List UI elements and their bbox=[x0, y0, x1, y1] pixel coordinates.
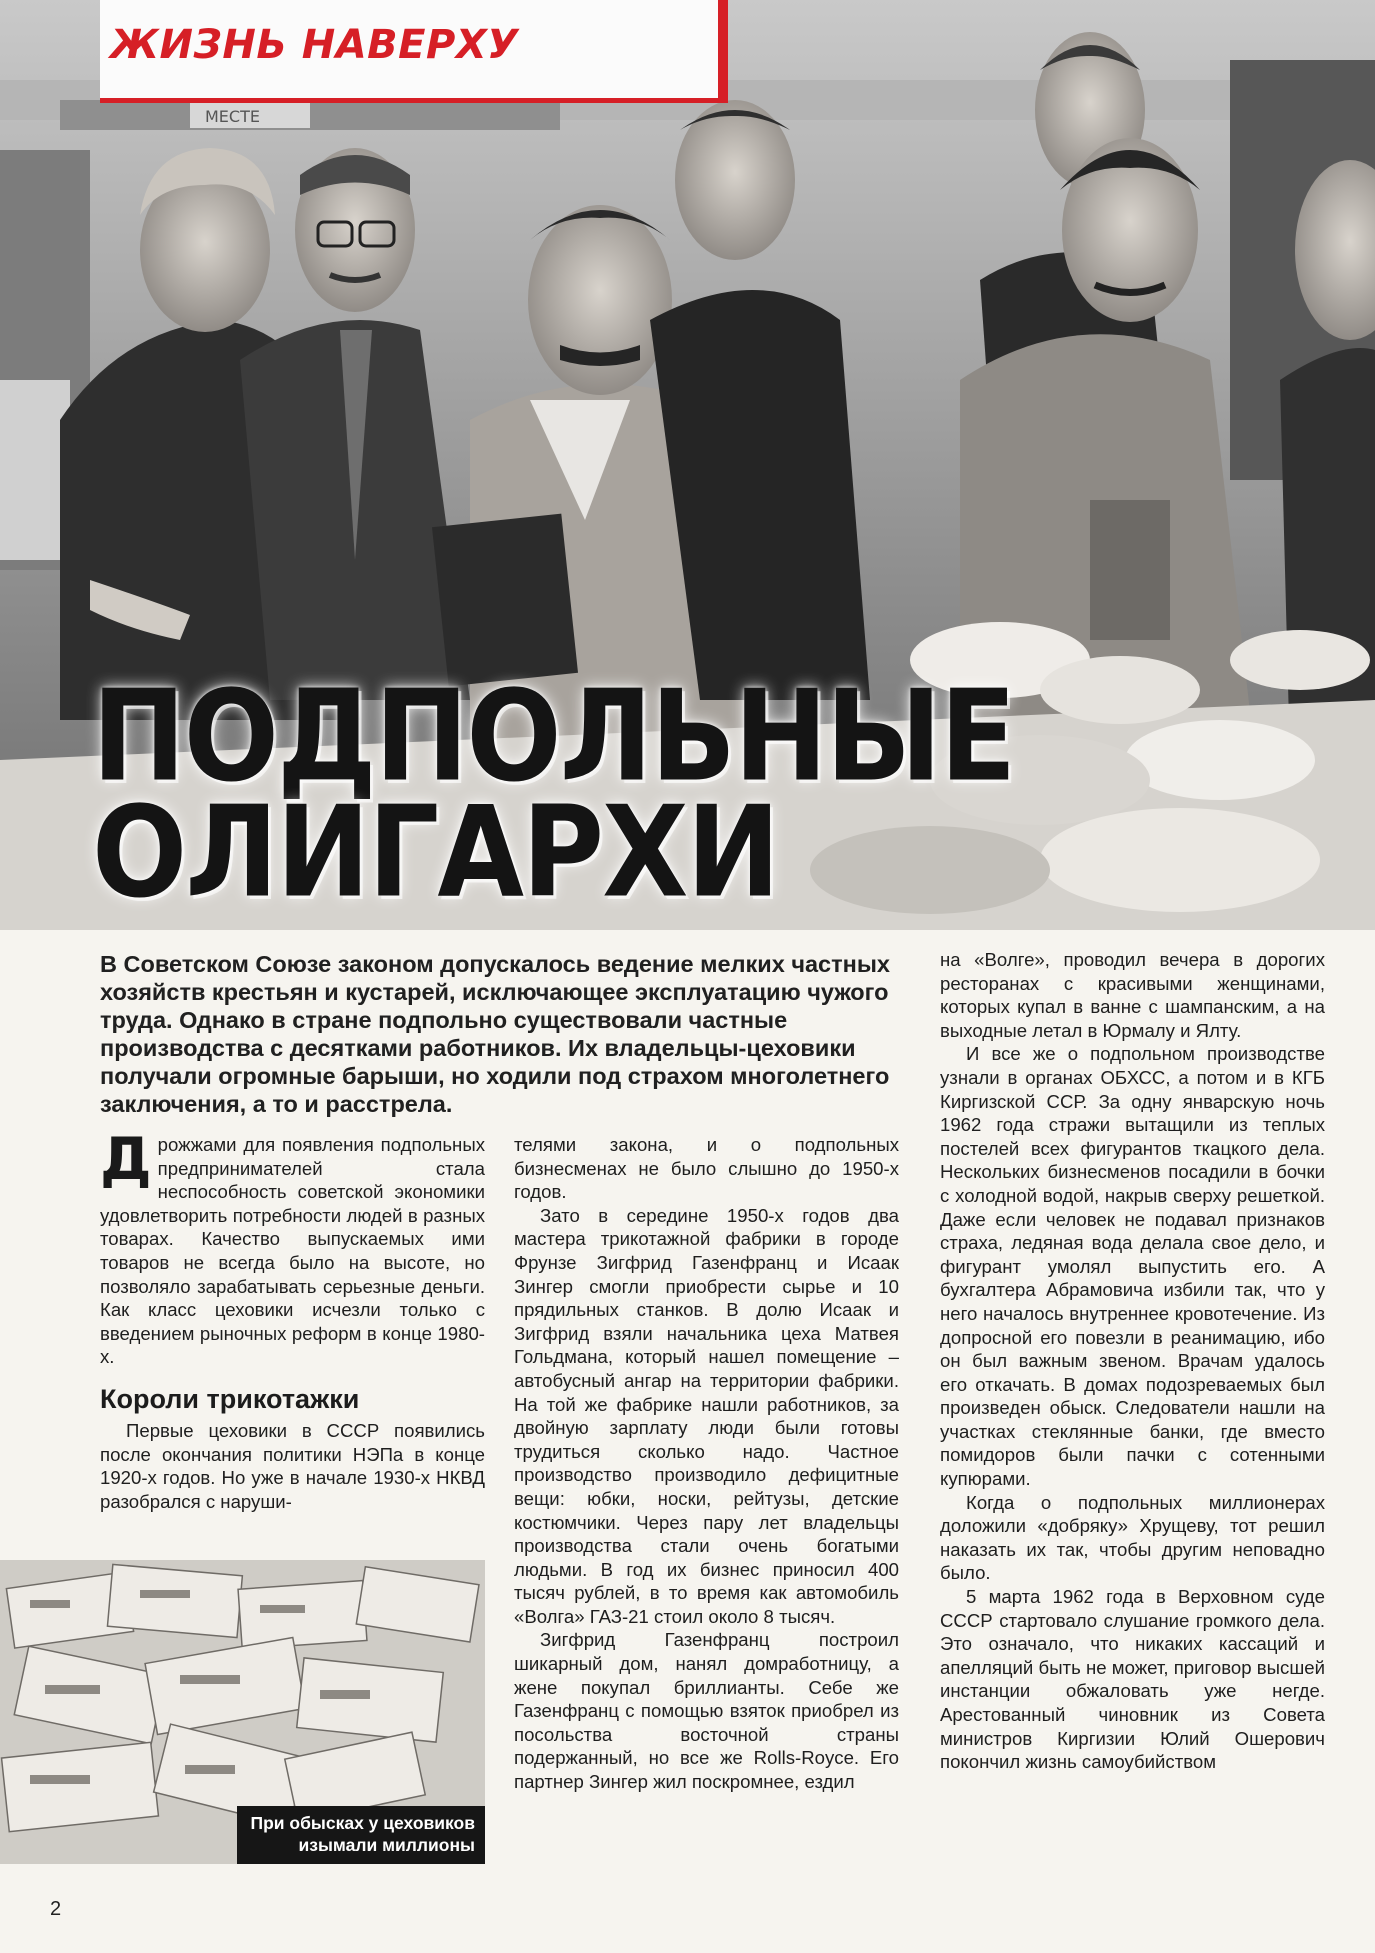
paragraph: телями закона, и о подпольных бизнесменах не было слышно до 1950-х годов. bbox=[514, 1134, 899, 1203]
photo-caption-line-1: При обысках у цеховиков bbox=[250, 1813, 475, 1833]
intro-paragraph-text: рожжами для появления подпольных предпринимателей стала неспособность советской экономики удовлетворить потребности людей в разных товарах. Качество выпускаемых ими товаров не всегда было на высоте, но позволяло зарабатывать серьезные деньги. Как класс цеховики исчезли только с введением рыночных реформ в конце 1980-х. bbox=[100, 1134, 485, 1368]
paragraph: Зигфрид Газенфранц построил шикарный дом, нанял домработницу, а жене покупал бриллианты. Себе же Газенфранц с помощью взяток приобрел из посольства восточной страны подержанный, но все же Rolls-Royce. Его партнер Зингер жил поскромнее, ездил bbox=[514, 1629, 899, 1793]
paragraph: на «Волге», проводил вечера в дорогих ресторанах с красивыми женщинами, которых купал в ванне с шампанским, а на выходные летал в Юрмалу и Ялту. bbox=[940, 949, 1325, 1041]
hero-photo bbox=[0, 0, 1375, 930]
paragraph: Когда о подпольных миллионерах доложили «добряку» Хрущеву, тот решил наказать их так, чтобы другим неповадно было. bbox=[940, 1491, 1325, 1584]
article-column-2 bbox=[514, 1133, 899, 1794]
photo-sign-text: МЕСТЕ bbox=[205, 107, 260, 126]
headline-line-1: ПОДПОЛЬНЫЕ bbox=[92, 664, 1015, 810]
paragraph: И все же о подпольном производстве узнали в органах ОБХСС, а потом и в КГБ Киргизской ССР. За одну январскую ночь 1962 года стражи вытащили из теплых постелей всех фигурантов ткацкого дела. Нескольких бизнесменов посадили в бочки с холодной водой, накрыв сверху решеткой. Даже если человек не подавал признаков страха, ледяная вода делала свое дело, и фигурант умолял выпустить его. А бухгалтера Абрамовича избили так, что у него началось внутреннее кровотечение. Из допросной его повезли в реанимацию, ибо он был важным звеном. Врачам удалось его откачать. В домах подозреваемых был произведен обыск. Следователи нашли на участках стеклянные банки, где вместо помидоров были пачки с сотенными купюрами. bbox=[940, 1043, 1325, 1490]
section-tag-label: ЖИЗНЬ НАВЕРХУ bbox=[110, 22, 519, 68]
article-column-3 bbox=[940, 948, 1325, 1774]
subheading: Короли трикотажки bbox=[100, 1383, 360, 1414]
money-photo bbox=[0, 1560, 485, 1864]
lead-paragraph: В Советском Союзе законом допускалось ведение мелких частных хозяйств крестьян и кустарей, исключающее эксплуатацию чужого труда. Однако в стране подпольно существовали частные производства с десятками работников. Их владельцы-цеховики получали огромные барыши, но ходили под страхом многолетнего заключения, а то и расстрела. bbox=[100, 951, 890, 1117]
paragraph: Зато в середине 1950-х годов два мастера трикотажной фабрики в городе Фрунзе Зигфрид Газенфранц и Исаак Зингер смогли приобрести сырье и 10 прядильных станков. В долю Исаак и Зигфрид взяли начальника цеха Матвея Гольдмана, который нашел помещение – автобусный ангар на территории фабрики. На той же фабрике нашли работников, за двойную зарплату люди были готовы трудиться сколько надо. Частное производство производило дефицитные вещи: юбки, носки, рейтузы, детские костюмчики. Через пару лет владельцы производства стали очень богатыми людьми. В год их бизнес приносил 400 тысяч рублей, в то время как автомобиль «Волга» ГАЗ-21 стоил около 8 тысяч. bbox=[514, 1204, 899, 1627]
page-number: 2 bbox=[50, 1898, 62, 1920]
headline-line-2: ОЛИГАРХИ bbox=[92, 780, 779, 926]
section-tag-accent bbox=[718, 0, 728, 103]
paragraph: Первые цеховики в СССР появились после окончания политики НЭПа в конце 1920-х годов. Но уже в начале 1930-х НКВД разобрался с наруши- bbox=[100, 1419, 485, 1512]
intro-paragraph bbox=[100, 1125, 485, 1369]
dropcap: Д bbox=[100, 1125, 152, 1193]
section-tag bbox=[100, 0, 718, 103]
article-column-1 bbox=[100, 1125, 485, 1513]
paragraph: 5 марта 1962 года в Верховном суде СССР стартовало слушание громкого дела. Это означало, что никаких кассаций и апелляций быть не может, приговор высшей инстанции обжаловать уже негде. Арестованный чиновник из Совета министров Киргизии Юлий Ошерович покончил жизнь самоубийством bbox=[940, 1586, 1325, 1773]
photo-caption bbox=[237, 1806, 485, 1864]
headline bbox=[92, 664, 1092, 926]
photo-caption-line-2: изымали миллионы bbox=[298, 1835, 475, 1855]
